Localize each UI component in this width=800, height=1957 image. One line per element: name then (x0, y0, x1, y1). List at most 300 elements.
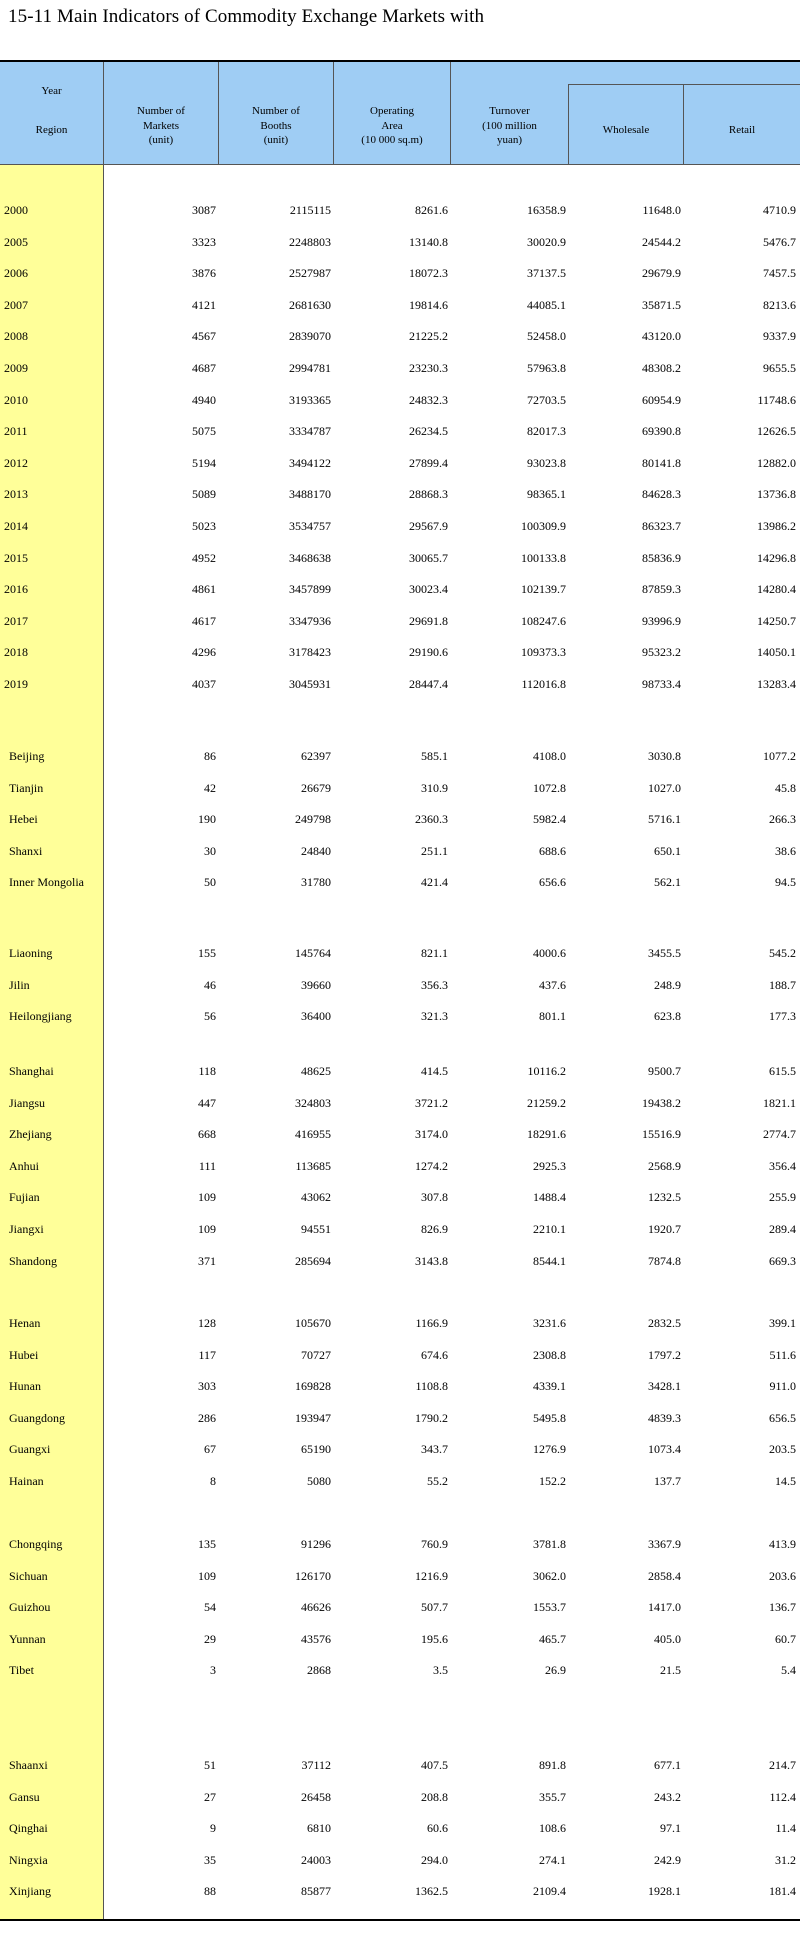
cell-value: 7457.5 (763, 266, 796, 281)
cell-value: 1108.8 (415, 1379, 448, 1394)
cell-value: 3367.9 (648, 1537, 681, 1551)
cell-value: 11748.6 (757, 392, 796, 407)
cell-value: 208.8 (421, 1789, 448, 1804)
table-row (0, 781, 800, 801)
cell-value: 67 (204, 1442, 216, 1457)
cell-value: 2527987 (289, 266, 331, 281)
cell-value: 193947 (295, 1410, 331, 1425)
table-row (0, 677, 800, 697)
table-row (0, 1379, 800, 1399)
cell-value: 2858.4 (648, 1568, 681, 1583)
cell-value: 14250.7 (757, 613, 796, 628)
row-label: Hebei (9, 812, 38, 827)
table-row (0, 1663, 800, 1683)
cell-value: 4839.3 (648, 1410, 681, 1425)
cell-value: 1073.4 (648, 1442, 681, 1457)
cell-value: 437.6 (539, 977, 566, 992)
cell-value: 5495.8 (533, 1410, 566, 1425)
cell-value: 677.1 (654, 1758, 681, 1772)
cell-value: 24832.3 (409, 392, 448, 407)
cell-value: 5089 (192, 487, 216, 502)
row-label: 2009 (4, 361, 28, 375)
cell-value: 545.2 (769, 946, 796, 960)
cell-value: 255.9 (769, 1190, 796, 1205)
table-row (0, 1537, 800, 1557)
cell-value: 3174.0 (415, 1127, 448, 1142)
cell-value: 84628.3 (642, 487, 681, 502)
cell-value: 307.8 (421, 1190, 448, 1205)
cell-value: 4339.1 (533, 1379, 566, 1394)
row-label: Heilongjiang (9, 1009, 72, 1024)
table-row (0, 203, 800, 223)
cell-value: 414.5 (421, 1064, 448, 1078)
cell-value: 30020.9 (527, 234, 566, 249)
cell-value: 1362.5 (415, 1884, 448, 1899)
cell-value: 126170 (295, 1568, 331, 1583)
cell-value: 407.5 (421, 1758, 448, 1772)
cell-value: 2248803 (289, 234, 331, 249)
table-row (0, 456, 800, 476)
cell-value: 1797.2 (648, 1347, 681, 1362)
cell-value: 35871.5 (642, 297, 681, 312)
cell-value: 4952 (192, 550, 216, 565)
cell-value: 31.2 (775, 1852, 796, 1867)
cell-value: 109 (198, 1190, 216, 1205)
cell-value: 26.9 (545, 1663, 566, 1678)
cell-value: 35 (204, 1852, 216, 1867)
cell-value: 28447.4 (409, 677, 448, 691)
cell-value: 2868 (307, 1663, 331, 1678)
table-row (0, 1853, 800, 1873)
row-label: 2014 (4, 519, 28, 533)
cell-value: 93023.8 (527, 455, 566, 470)
cell-value: 14050.1 (757, 645, 796, 660)
cell-value: 1488.4 (533, 1190, 566, 1205)
cell-value: 37112 (301, 1758, 331, 1772)
header-bottom-rule (0, 164, 800, 165)
cell-value: 3781.8 (533, 1537, 566, 1551)
cell-value: 45.8 (775, 780, 796, 795)
cell-value: 9655.5 (763, 361, 796, 375)
cell-value: 136.7 (769, 1600, 796, 1615)
cell-value: 1417.0 (648, 1600, 681, 1615)
header-year: Year (41, 85, 62, 97)
cell-value: 1232.5 (648, 1190, 681, 1205)
cell-value: 321.3 (421, 1009, 448, 1024)
cell-value: 105670 (295, 1316, 331, 1330)
cell-value: 1553.7 (533, 1600, 566, 1615)
cell-value: 656.5 (769, 1410, 796, 1425)
cell-value: 145764 (295, 946, 331, 960)
cell-value: 69390.8 (642, 424, 681, 439)
cell-value: 3494122 (289, 455, 331, 470)
cell-value: 12626.5 (757, 424, 796, 439)
cell-value: 413.9 (769, 1537, 796, 1551)
cell-value: 615.5 (769, 1064, 796, 1078)
cell-value: 181.4 (769, 1884, 796, 1899)
cell-value: 3455.5 (648, 946, 681, 960)
cell-value: 3193365 (289, 392, 331, 407)
cell-value: 48308.2 (642, 361, 681, 375)
cell-value: 57963.8 (527, 361, 566, 375)
table-row (0, 1790, 800, 1810)
table-row (0, 1569, 800, 1589)
cell-value: 324803 (295, 1095, 331, 1110)
cell-value: 266.3 (769, 812, 796, 827)
cell-value: 1077.2 (763, 749, 796, 763)
cell-value: 43576 (301, 1631, 331, 1646)
table-row (0, 1096, 800, 1116)
cell-value: 155 (198, 946, 216, 960)
table-row (0, 298, 800, 318)
cell-value: 650.1 (654, 843, 681, 858)
table-row (0, 1190, 800, 1210)
cell-value: 416955 (295, 1127, 331, 1142)
table-row (0, 1442, 800, 1462)
header-region: Region (35, 124, 68, 136)
cell-value: 203.6 (769, 1568, 796, 1583)
cell-value: 88 (204, 1884, 216, 1899)
table-row (0, 1222, 800, 1242)
cell-value: 29691.8 (409, 613, 448, 628)
row-label: 2015 (4, 550, 28, 565)
cell-value: 29679.9 (642, 266, 681, 281)
cell-value: 7874.8 (648, 1253, 681, 1268)
cell-value: 28868.3 (409, 487, 448, 502)
cell-value: 93996.9 (642, 613, 681, 628)
cell-value: 152.2 (539, 1474, 566, 1488)
cell-value: 511.6 (769, 1347, 796, 1362)
table-row (0, 946, 800, 966)
table-row (0, 266, 800, 286)
row-label: 2013 (4, 487, 28, 502)
table-row (0, 424, 800, 444)
cell-value: 30065.7 (409, 550, 448, 565)
cell-value: 3428.1 (648, 1379, 681, 1394)
cell-value: 91296 (301, 1537, 331, 1551)
row-label: Fujian (9, 1190, 40, 1205)
table-row (0, 487, 800, 507)
cell-value: 21225.2 (409, 329, 448, 344)
table-row (0, 749, 800, 769)
row-label: Guizhou (9, 1600, 51, 1615)
cell-value: 3347936 (289, 613, 331, 628)
table-row (0, 645, 800, 665)
cell-value: 44085.1 (527, 297, 566, 312)
row-label: 2008 (4, 329, 28, 344)
cell-value: 289.4 (769, 1222, 796, 1236)
row-label: 2017 (4, 613, 28, 628)
cell-value: 14280.4 (757, 582, 796, 597)
cell-value: 3534757 (289, 519, 331, 533)
cell-value: 2115115 (289, 203, 331, 217)
table-row (0, 1159, 800, 1179)
cell-value: 2109.4 (533, 1884, 566, 1899)
row-label: Qinghai (9, 1821, 48, 1836)
cell-value: 100133.8 (521, 550, 566, 565)
cell-value: 46 (204, 977, 216, 992)
cell-value: 285694 (295, 1253, 331, 1268)
cell-value: 243.2 (654, 1789, 681, 1804)
row-label: Hunan (9, 1379, 41, 1394)
cell-value: 3045931 (289, 677, 331, 691)
cell-value: 87859.3 (642, 582, 681, 597)
cell-value: 190 (198, 812, 216, 827)
cell-value: 1166.9 (415, 1316, 448, 1330)
cell-value: 36400 (301, 1009, 331, 1024)
table-row (0, 1632, 800, 1652)
cell-value: 3030.8 (648, 749, 681, 763)
row-label: Tibet (9, 1663, 34, 1678)
cell-value: 4108.0 (533, 749, 566, 763)
cell-value: 26679 (301, 780, 331, 795)
cell-value: 8261.6 (415, 203, 448, 217)
cell-value: 12882.0 (757, 455, 796, 470)
cell-value: 8544.1 (533, 1253, 566, 1268)
cell-value: 356.4 (769, 1158, 796, 1173)
cell-value: 3721.2 (415, 1095, 448, 1110)
cell-value: 421.4 (421, 875, 448, 890)
cell-value: 2360.3 (415, 812, 448, 827)
cell-value: 29190.6 (409, 645, 448, 660)
table-row (0, 361, 800, 381)
cell-value: 13986.2 (757, 519, 796, 533)
cell-value: 3087 (192, 203, 216, 217)
cell-value: 48625 (301, 1064, 331, 1078)
cell-value: 24544.2 (642, 234, 681, 249)
cell-value: 55.2 (427, 1474, 448, 1488)
cell-value: 135 (198, 1537, 216, 1551)
row-label: 2011 (4, 424, 28, 439)
cell-value: 108.6 (539, 1821, 566, 1836)
cell-value: 214.7 (769, 1758, 796, 1772)
cell-value: 19438.2 (642, 1095, 681, 1110)
cell-value: 1920.7 (648, 1222, 681, 1236)
cell-value: 3468638 (289, 550, 331, 565)
cell-value: 294.0 (421, 1852, 448, 1867)
cell-value: 23230.3 (409, 361, 448, 375)
cell-value: 4617 (192, 613, 216, 628)
cell-value: 1821.1 (763, 1095, 796, 1110)
table-row (0, 1348, 800, 1368)
cell-value: 27899.4 (409, 455, 448, 470)
cell-value: 86323.7 (642, 519, 681, 533)
table-row (0, 393, 800, 413)
cell-value: 274.1 (539, 1852, 566, 1867)
cell-value: 108247.6 (521, 613, 566, 628)
header-retail: Retail (728, 124, 756, 136)
row-label: Jiangxi (9, 1222, 44, 1236)
cell-value: 4296 (192, 645, 216, 660)
cell-value: 2568.9 (648, 1158, 681, 1173)
header-booths: Number of Booths (unit) (252, 105, 300, 147)
cell-value: 13140.8 (409, 234, 448, 249)
cell-value: 447 (198, 1095, 216, 1110)
cell-value: 27 (204, 1789, 216, 1804)
cell-value: 5716.1 (648, 812, 681, 827)
table-row (0, 812, 800, 832)
row-label: Zhejiang (9, 1127, 52, 1142)
cell-value: 4710.9 (763, 203, 796, 217)
cell-value: 3488170 (289, 487, 331, 502)
cell-value: 38.6 (775, 843, 796, 858)
table-row (0, 519, 800, 539)
row-label: 2010 (4, 392, 28, 407)
row-label: Beijing (9, 749, 45, 763)
cell-value: 51 (204, 1758, 216, 1772)
cell-value: 72703.5 (527, 392, 566, 407)
cell-value: 14.5 (775, 1474, 796, 1488)
cell-value: 3062.0 (533, 1568, 566, 1583)
cell-value: 98365.1 (527, 487, 566, 502)
cell-value: 1276.9 (533, 1442, 566, 1457)
cell-value: 5.4 (781, 1663, 796, 1678)
page-title: 15-11 Main Indicators of Commodity Exchange Markets with (8, 6, 485, 27)
cell-value: 112016.8 (521, 677, 566, 691)
header-wholesale: Wholesale (602, 124, 650, 136)
cell-value: 2832.5 (648, 1316, 681, 1330)
cell-value: 54 (204, 1600, 216, 1615)
cell-value: 85836.9 (642, 550, 681, 565)
row-label: Liaoning (9, 946, 53, 960)
table-row (0, 1127, 800, 1147)
row-label: Inner Mongolia (9, 875, 84, 890)
table-row (0, 582, 800, 602)
cell-value: 60954.9 (642, 392, 681, 407)
cell-value: 4861 (192, 582, 216, 597)
row-label: Guangxi (9, 1442, 51, 1457)
table-row (0, 1411, 800, 1431)
cell-value: 405.0 (654, 1631, 681, 1646)
cell-value: 188.7 (769, 977, 796, 992)
table-header (0, 62, 800, 164)
row-label: Yunnan (9, 1631, 46, 1646)
cell-value: 562.1 (654, 875, 681, 890)
cell-value: 60.6 (427, 1821, 448, 1836)
cell-value: 112.4 (769, 1789, 796, 1804)
cell-value: 137.7 (654, 1474, 681, 1488)
row-label: Guangdong (9, 1410, 65, 1425)
table-row (0, 1474, 800, 1494)
cell-value: 656.6 (539, 875, 566, 890)
cell-value: 2681630 (289, 297, 331, 312)
cell-value: 4687 (192, 361, 216, 375)
row-label: Anhui (9, 1158, 39, 1173)
table-row (0, 1254, 800, 1274)
cell-value: 2994781 (289, 361, 331, 375)
cell-value: 43062 (301, 1190, 331, 1205)
cell-value: 507.7 (421, 1600, 448, 1615)
cell-value: 3876 (192, 266, 216, 281)
cell-value: 19814.6 (409, 297, 448, 312)
cell-value: 3334787 (289, 424, 331, 439)
table-row (0, 1316, 800, 1336)
cell-value: 177.3 (769, 1009, 796, 1024)
table-row (0, 551, 800, 571)
subheader-divider (568, 84, 800, 85)
cell-value: 248.9 (654, 977, 681, 992)
cell-value: 2308.8 (533, 1347, 566, 1362)
row-label: Shandong (9, 1253, 57, 1268)
row-label: 2016 (4, 582, 28, 597)
cell-value: 2839070 (289, 329, 331, 344)
cell-value: 113685 (295, 1158, 331, 1173)
cell-value: 9500.7 (648, 1064, 681, 1078)
cell-value: 4000.6 (533, 946, 566, 960)
cell-value: 9 (210, 1821, 216, 1836)
table-row (0, 1064, 800, 1084)
cell-value: 13736.8 (757, 487, 796, 502)
cell-value: 8213.6 (763, 297, 796, 312)
cell-value: 24003 (301, 1852, 331, 1867)
cell-value: 343.7 (421, 1442, 448, 1457)
cell-value: 52458.0 (527, 329, 566, 344)
cell-value: 668 (198, 1127, 216, 1142)
cell-value: 80141.8 (642, 455, 681, 470)
cell-value: 95323.2 (642, 645, 681, 660)
cell-value: 117 (198, 1347, 216, 1362)
cell-value: 371 (198, 1253, 216, 1268)
table-row (0, 1758, 800, 1778)
cell-value: 29 (204, 1631, 216, 1646)
bottom-rule (0, 1919, 800, 1921)
cell-value: 11.4 (775, 1821, 796, 1836)
cell-value: 24840 (301, 843, 331, 858)
cell-value: 4037 (192, 677, 216, 691)
cell-value: 86 (204, 749, 216, 763)
cell-value: 3143.8 (415, 1253, 448, 1268)
row-label: Sichuan (9, 1568, 48, 1583)
cell-value: 242.9 (654, 1852, 681, 1867)
cell-value: 26458 (301, 1789, 331, 1804)
cell-value: 118 (198, 1064, 216, 1078)
cell-value: 82017.3 (527, 424, 566, 439)
row-label: Hubei (9, 1347, 39, 1362)
cell-value: 310.9 (421, 780, 448, 795)
cell-value: 3.5 (433, 1663, 448, 1678)
cell-value: 4121 (192, 297, 216, 312)
row-label: 2012 (4, 455, 28, 470)
cell-value: 1790.2 (415, 1410, 448, 1425)
cell-value: 1274.2 (415, 1158, 448, 1173)
row-label: Henan (9, 1316, 41, 1330)
cell-value: 760.9 (421, 1537, 448, 1551)
cell-value: 31780 (301, 875, 331, 890)
row-label: 2006 (4, 266, 28, 281)
row-label: Chongqing (9, 1537, 63, 1551)
cell-value: 1928.1 (648, 1884, 681, 1899)
row-label: Shaanxi (9, 1758, 48, 1772)
cell-value: 2210.1 (533, 1222, 566, 1236)
row-label: Jilin (9, 977, 30, 992)
cell-value: 303 (198, 1379, 216, 1394)
cell-value: 4940 (192, 392, 216, 407)
cell-value: 18072.3 (409, 266, 448, 281)
cell-value: 26234.5 (409, 424, 448, 439)
cell-value: 30023.4 (409, 582, 448, 597)
header-operating-area: Operating Area (10 000 sq.m) (361, 105, 423, 147)
cell-value: 15516.9 (642, 1127, 681, 1142)
cell-value: 801.1 (539, 1009, 566, 1024)
cell-value: 356.3 (421, 977, 448, 992)
cell-value: 826.9 (421, 1222, 448, 1236)
cell-value: 56 (204, 1009, 216, 1024)
table-row (0, 844, 800, 864)
row-label: 2018 (4, 645, 28, 660)
row-label: Ningxia (9, 1852, 48, 1867)
cell-value: 821.1 (421, 946, 448, 960)
cell-value: 109373.3 (521, 645, 566, 660)
